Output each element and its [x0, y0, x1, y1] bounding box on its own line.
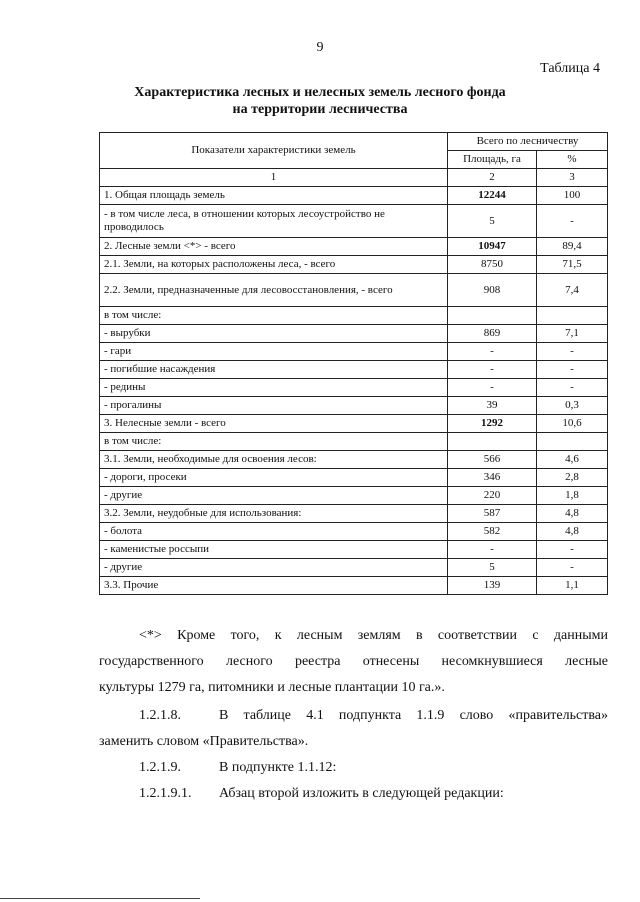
row-label: - каменистые россыпи — [100, 541, 448, 559]
header-pct: % — [537, 151, 608, 169]
row-pct: - — [537, 343, 608, 361]
row-label: 3.1. Земли, необходимые для освоения лесов: — [100, 451, 448, 469]
table-row — [100, 415, 608, 433]
header-indicators: Показатели характеристики земель — [100, 133, 448, 169]
row-label: в том числе: — [100, 433, 448, 451]
table-row — [100, 379, 608, 397]
table-row — [100, 256, 608, 274]
header-area: Площадь, га — [448, 151, 537, 169]
row-area: 12244 — [448, 187, 537, 205]
row-label: - другие — [100, 559, 448, 577]
land-characteristics-table — [99, 132, 608, 595]
row-area: 139 — [448, 577, 537, 595]
item-12191-text: Абзац второй изложить в следующей редакции: — [219, 786, 504, 801]
row-area: - — [448, 379, 537, 397]
table-row — [100, 361, 608, 379]
table-row — [100, 433, 608, 451]
footnote-line-1: <*> Кроме того, к лесным землям в соответствии с данными — [139, 628, 608, 643]
footnote-line-2: государственного лесного реестра отнесены несомкнувшиеся лесные — [99, 654, 608, 669]
row-area — [448, 433, 537, 451]
row-pct: 1,8 — [537, 487, 608, 505]
col-number-2: 2 — [448, 169, 537, 187]
row-area: 346 — [448, 469, 537, 487]
row-pct: 10,6 — [537, 415, 608, 433]
column-number-row — [100, 169, 608, 187]
row-pct: 4,8 — [537, 505, 608, 523]
row-pct: - — [537, 361, 608, 379]
table-row — [100, 187, 608, 205]
table-title — [0, 84, 640, 118]
row-label: - другие — [100, 487, 448, 505]
row-area: 220 — [448, 487, 537, 505]
table-row — [100, 205, 608, 238]
row-pct: 1,1 — [537, 577, 608, 595]
row-label: - погибшие насаждения — [100, 361, 448, 379]
row-area: 39 — [448, 397, 537, 415]
row-label: в том числе: — [100, 307, 448, 325]
table-row — [100, 343, 608, 361]
row-pct: - — [537, 559, 608, 577]
row-pct: 100 — [537, 187, 608, 205]
table-label: Таблица 4 — [540, 61, 600, 76]
row-pct: - — [537, 541, 608, 559]
row-label: - вырубки — [100, 325, 448, 343]
row-pct: 2,8 — [537, 469, 608, 487]
row-area: 566 — [448, 451, 537, 469]
page-number: 9 — [316, 40, 324, 55]
row-pct: 71,5 — [537, 256, 608, 274]
row-label: 3. Нелесные земли - всего — [100, 415, 448, 433]
table-row — [100, 523, 608, 541]
row-label: 2. Лесные земли <*> - всего — [100, 238, 448, 256]
table-row — [100, 469, 608, 487]
col-number-1: 1 — [100, 169, 448, 187]
footnote-line-3: культуры 1279 га, питомники и лесные плантации 10 га.». — [99, 680, 445, 695]
row-label: - в том числе леса, в отношении которых лесоустройство не проводилось — [100, 205, 448, 238]
table-row — [100, 238, 608, 256]
row-area: - — [448, 361, 537, 379]
row-label: - редины — [100, 379, 448, 397]
row-area: 8750 — [448, 256, 537, 274]
row-pct: 7,1 — [537, 325, 608, 343]
table-row — [100, 451, 608, 469]
row-area: - — [448, 343, 537, 361]
row-label: - дороги, просеки — [100, 469, 448, 487]
item-12191 — [99, 782, 640, 806]
row-area: 587 — [448, 505, 537, 523]
table-row — [100, 559, 608, 577]
table-row — [100, 505, 608, 523]
row-pct: 0,3 — [537, 397, 608, 415]
item-1218 — [99, 704, 608, 728]
row-pct: 4,8 — [537, 523, 608, 541]
row-label: 2.1. Земли, на которых расположены леса, - всего — [100, 256, 448, 274]
header-row — [100, 133, 608, 151]
row-area: 908 — [448, 274, 537, 307]
row-area — [448, 307, 537, 325]
item-1218-number: 1.2.1.8. — [139, 708, 181, 723]
table-row — [100, 274, 608, 307]
row-area: 10947 — [448, 238, 537, 256]
row-pct: - — [537, 379, 608, 397]
table-row — [100, 325, 608, 343]
item-1219 — [99, 756, 640, 780]
row-area: 869 — [448, 325, 537, 343]
row-area: - — [448, 541, 537, 559]
row-label: - болота — [100, 523, 448, 541]
row-pct: 7,4 — [537, 274, 608, 307]
row-pct: 4,6 — [537, 451, 608, 469]
footer-divider — [0, 898, 200, 899]
row-area: 582 — [448, 523, 537, 541]
item-1218-line-2: заменить словом «Правительства». — [99, 734, 309, 749]
row-area: 1292 — [448, 415, 537, 433]
row-label: 2.2. Земли, предназначенные для лесовосстановления, - всего — [100, 274, 448, 307]
table-row — [100, 577, 608, 595]
row-label: 1. Общая площадь земель — [100, 187, 448, 205]
row-area: 5 — [448, 205, 537, 238]
table-row — [100, 397, 608, 415]
table-row — [100, 307, 608, 325]
row-label: - прогалины — [100, 397, 448, 415]
header-total: Всего по лесничеству — [448, 133, 608, 151]
row-label: - гари — [100, 343, 448, 361]
row-pct — [537, 433, 608, 451]
table-row — [100, 541, 608, 559]
item-1219-text: В подпункте 1.1.12: — [219, 760, 337, 775]
title-line-2: на территории лесничества — [232, 102, 408, 117]
row-pct: - — [537, 205, 608, 238]
title-line-1: Характеристика лесных и нелесных земель лесного фонда — [134, 85, 506, 100]
row-label: 3.3. Прочие — [100, 577, 448, 595]
row-label: 3.2. Земли, неудобные для использования: — [100, 505, 448, 523]
row-pct: 89,4 — [537, 238, 608, 256]
item-12191-number: 1.2.1.9.1. — [139, 786, 192, 801]
row-pct — [537, 307, 608, 325]
row-area: 5 — [448, 559, 537, 577]
table-row — [100, 487, 608, 505]
item-1219-number: 1.2.1.9. — [139, 760, 181, 775]
table-body — [100, 133, 608, 595]
col-number-3: 3 — [537, 169, 608, 187]
item-1218-text: В таблице 4.1 подпункта 1.1.9 слово «правительства» — [219, 708, 608, 723]
